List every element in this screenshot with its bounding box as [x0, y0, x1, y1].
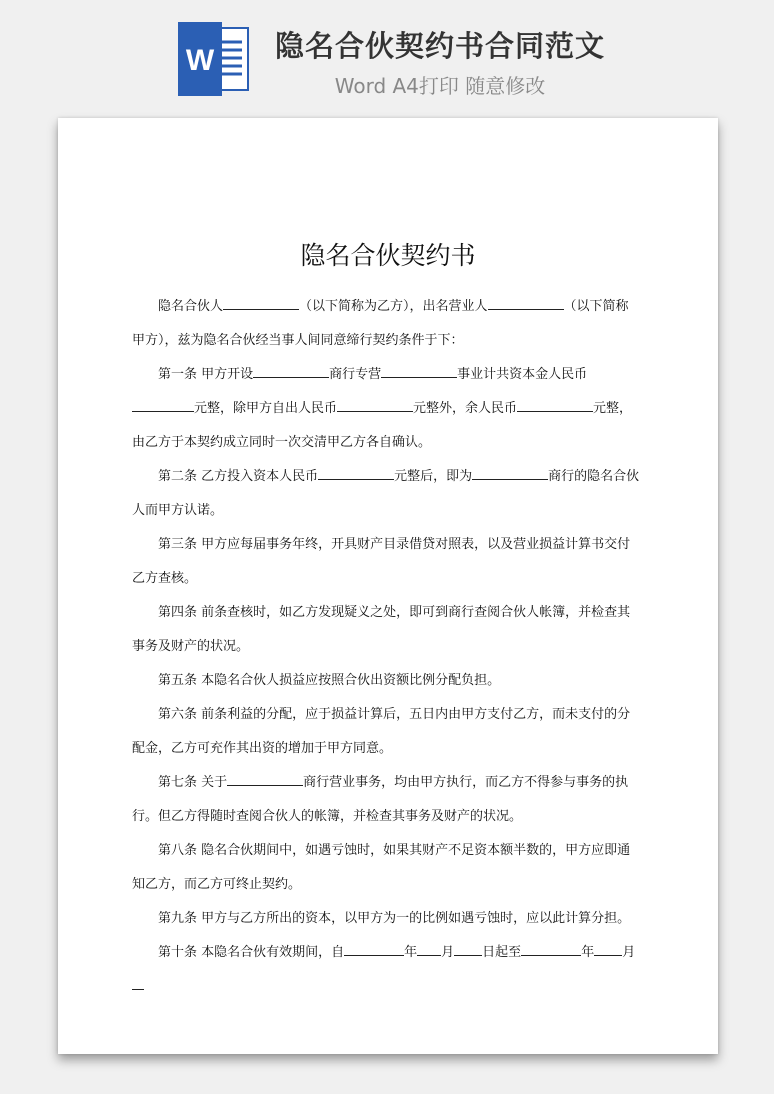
header-title: 隐名合伙契约书合同范文	[274, 29, 605, 63]
header-subtitle: Word A4打印 随意修改	[334, 74, 546, 98]
document-page	[58, 118, 718, 1054]
article-5: 第五条 本隐名合伙人损益应按照合伙出资额比例分配负担。	[158, 673, 501, 688]
word-document-icon	[178, 22, 250, 96]
word-icon-letter: W	[185, 44, 215, 77]
document-body	[132, 290, 640, 1004]
document-title: 隐名合伙契约书	[300, 241, 476, 270]
article-9: 第九条 甲方与乙方所出的资本，以甲方为一的比例如遇亏蚀时，应以此计算分担。	[158, 911, 631, 926]
article-7: 第七条 关于 商行营业事务，均由甲方执行，而乙方不得参与事务的执行。但乙方得随时查阅合伙人的帐簿，并检查其事务及财产的状况。	[132, 766, 640, 834]
page-header	[0, 0, 774, 110]
article-10: 第十条 本隐名合伙有效期间，自 年 月 日起至 年 月	[132, 936, 640, 1004]
article-6: 第六条 前条利益的分配，应于损益计算后，五日内由甲方支付乙方，而未支付的分配金，乙方可充作其出资的增加于甲方同意。	[132, 707, 631, 756]
article-1: 第一条 甲方开设 商行专营 事业计共资本金人民币元整，除甲方自出人民币 元整外，余人民币 元整，由乙方于本契约成立同时一次交清甲乙方各自确认。	[132, 358, 640, 460]
article-3: 第三条 甲方应每届事务年终，开具财产目录借贷对照表，以及营业损益计算书交付乙方查核。	[132, 537, 631, 586]
article-8: 第八条 隐名合伙期间中，如遇亏蚀时，如果其财产不足资本额半数的，甲方应即通知乙方，而乙方可终止契约。	[132, 843, 631, 892]
article-4: 第四条 前条查核时，如乙方发现疑义之处，即可到商行查阅合伙人帐簿，并检查其事务及财产的状况。	[132, 605, 631, 654]
article-2: 第二条 乙方投入资本人民币 元整后，即为 商行的隐名合伙人而甲方认诺。	[132, 460, 640, 528]
intro-paragraph: 隐名合伙人 （以下简称为乙方），出名营业人 （以下简称甲方），兹为隐名合伙经当事人间同意缔行契约条件于下：	[132, 290, 640, 358]
